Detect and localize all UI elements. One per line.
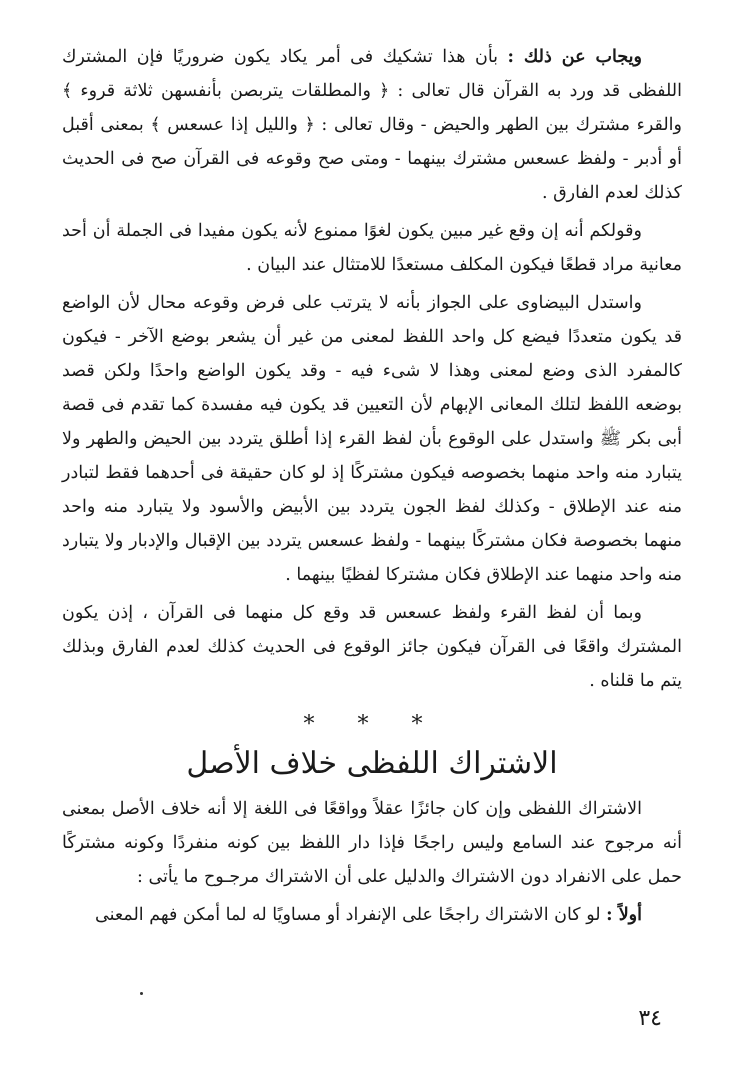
paragraph-reply-lagw (62, 214, 682, 282)
paragraph-baydawi-argument (62, 286, 682, 592)
paragraph-section-intro (62, 792, 682, 894)
paragraph-text: بأن هذا تشكيك فى أمر يكاد يكون ضروريًا فإن المشترك اللفظى قد ورد به القرآن قال تعالى : ﴿ والمطلقات يتربصن بأنفسهن ثلاثة قروء ﴾ والقرء مشترك بين الطهر والحيض - وقال تعالى : ﴿ والليل إذا عسعس ﴾ بمعنى أقبل أو أدبر - ولفظ عسعس مشترك بينهما - ومتى صح وقوعه فى القرآن صح فى الحديث كذلك لعدم الفارق . (62, 47, 682, 203)
paragraph-lead: أولاً : (606, 905, 642, 925)
section-separator: * * * (303, 712, 441, 737)
paragraph-first-point (62, 898, 682, 932)
section-heading: الاشتراك اللفظى خلاف الأصل (186, 746, 558, 781)
page-number: ٣٤ (638, 1006, 662, 1031)
paragraph-text: وقولكم أنه إن وقع غير مبين يكون لغوًا ممنوع لأنه يكون مفيدا فى الجملة أن أحد معانية مراد قطعًا فيكون المكلف مستعدًا للامتثال عند البيان . (62, 221, 682, 275)
paragraph-conclusion (62, 596, 682, 698)
paragraph-text: وبما أن لفظ القرء ولفظ عسعس قد وقع كل منهما فى القرآن ، إذن يكون المشترك واقعًا فى القرآن فيكون جائز الوقوع فى الحديث كذلك لعدم الفارق وبذلك يتم ما قلناه . (62, 603, 682, 691)
paragraph-text: واستدل البيضاوى على الجواز بأنه لا يترتب على فرض وقوعه محال لأن الواضع قد يكون متعددًا فيضع كل واحد اللفظ لمعنى من غير أن يشعر بوضع الآخر - فيكون كالمفرد الذى وضع لمعنى وهذا لا شىء فيه - وقد يكون الواضع واحدًا ولكن قصد بوضعه اللفظ لتلك المعانى الإبهام لأن التعيين قد يكون فيه مفسدة كما تقدم فى قصة أبى بكر ﷺ واستدل على الوقوع بأن لفظ القرء إذا أطلق يتردد بين الحيض والطهر ولا يتبارد منه واحد منهما بخصوصه فيكون مشتركًا إذ لو كان حقيقة فى أحدهما فقط لتبادر منه عند الإطلاق - وكذلك لفظ الجون يتردد بين الأبيض والأسود ولا يتبارد منه واحد منهما بخصوصة فكان مشتركًا بينهما - ولفظ عسعس يتردد بين الإقبال والإدبار ولا يتبارد منه واحد منهما عند الإطلاق فكان مشتركا لفظيًا بينهما . (62, 293, 682, 585)
ink-dot (140, 992, 143, 995)
page-body (62, 40, 682, 936)
paragraph-text: الاشتراك اللفظى وإن كان جائزًا عقلاً وواقعًا فى اللغة إلا أنه خلاف الأصل بمعنى أنه مرجوح عند السامع وليس راجحًا فإذا دار اللفظ بين كونه منفردًا وكونه مشتركًا حمل على الانفراد دون الاشتراك والدليل على أن الاشتراك مرجـوح ما يأتى : (62, 799, 682, 887)
paragraph-text: لو كان الاشتراك راجحًا على الإنفراد أو مساويًا له لما أمكن فهم المعنى (95, 905, 607, 925)
paragraph-objection-reply (62, 40, 682, 210)
paragraph-lead: ويجاب عن ذلك : (507, 47, 642, 67)
